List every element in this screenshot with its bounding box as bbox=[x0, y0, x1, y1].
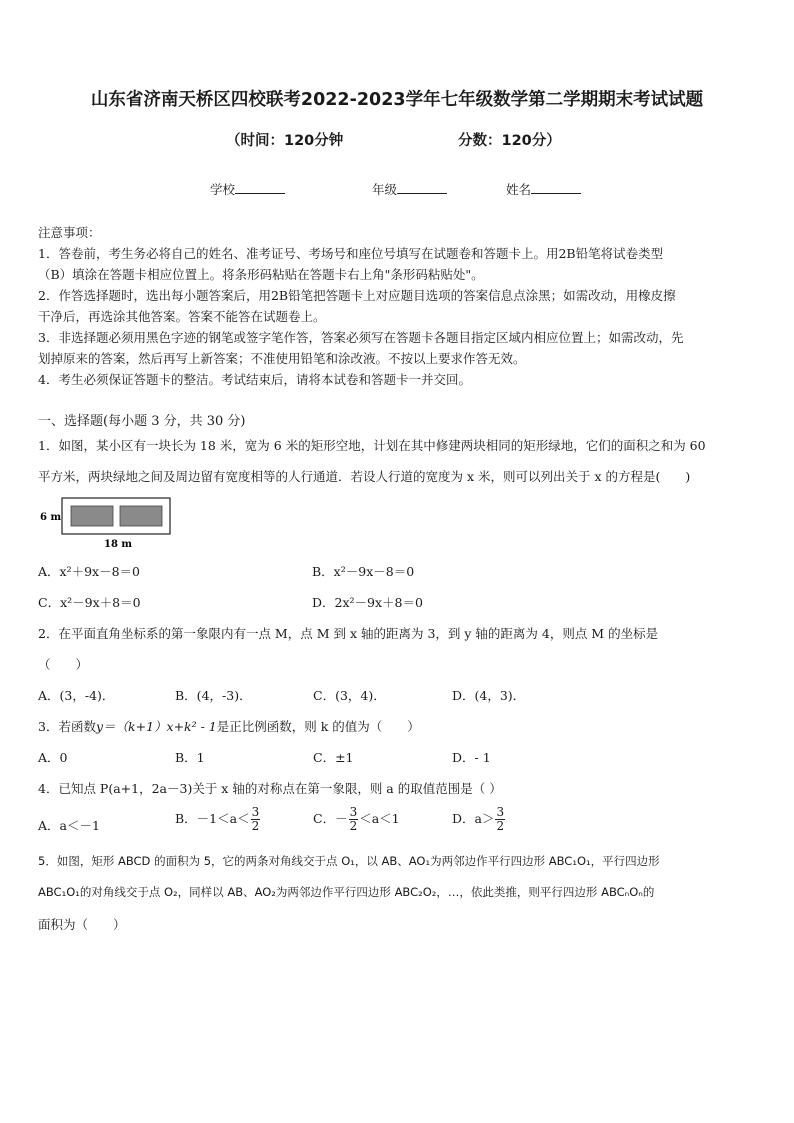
notice-item-2b: 干净后，再选涂其他答案。答案不能答在试题卷上。 bbox=[38, 309, 326, 324]
q2-stem-line1: 2．在平面直角坐标系的第一象限内有一点 M，点 M 到 x 轴的距离为 3，到 y 轴的距离为 4，则点 M 的坐标是 bbox=[38, 626, 659, 641]
q4-option-c-text-end: ＜a＜1 bbox=[359, 811, 400, 826]
notice-item-1a: 1．答卷前，考生务必将自己的姓名、准考证号、考场号和座位号填写在试题卷和答题卡上。用2B铅笔将试卷类型 bbox=[38, 246, 664, 261]
q1-stem-line2: 平方米，两块绿地之间及周边留有宽度相等的人行通道．若设人行道的宽度为 x 米，则可以列出关于 x 的方程是( ) bbox=[38, 469, 691, 484]
name-field bbox=[506, 180, 581, 198]
notice-heading: 注意事项： bbox=[38, 225, 101, 240]
score-label: 分数：120分） bbox=[458, 133, 561, 149]
q4-option-c-text: C．－ bbox=[313, 811, 348, 826]
q2-stem-line2: （ ） bbox=[38, 657, 89, 672]
grade-blank[interactable] bbox=[397, 181, 447, 194]
fraction-denominator: 2 bbox=[496, 819, 505, 833]
q4-option-d-text: D．a＞ bbox=[452, 811, 495, 826]
q5-stem-line1: 5．如图，矩形 ABCD 的面积为 5，它的两条对角线交于点 O₁，以 AB、AO₁为两邻边作平行四边形 ABC₁O₁，平行四边形 bbox=[38, 854, 660, 868]
fraction bbox=[495, 806, 505, 833]
green-plot-right bbox=[120, 506, 162, 526]
q2-option-d[interactable]: D．(4，3)． bbox=[452, 688, 526, 703]
fraction-numerator: 3 bbox=[349, 805, 358, 819]
q3-option-a[interactable]: A．0 bbox=[38, 750, 68, 765]
fraction-numerator: 3 bbox=[496, 805, 505, 819]
width-label: 6 m bbox=[40, 512, 62, 523]
section-heading: 一、选择题(每小题 3 分，共 30 分) bbox=[38, 414, 246, 429]
time-label: （时间：120分钟 bbox=[226, 133, 344, 149]
q4-option-b[interactable] bbox=[175, 806, 261, 833]
notice-item-1b: （B）填涂在答题卡相应位置上。将条形码粘贴在答题卡右上角"条形码粘贴处"。 bbox=[38, 267, 484, 282]
q1-option-b[interactable]: B．x²－9x－8＝0 bbox=[312, 564, 415, 579]
notice-item-3a: 3．非选择题必须用黑色字迹的钢笔或签字笔作答，答案必须写在答题卡各题目指定区域内相应位置上；如需改动，先 bbox=[38, 330, 684, 345]
length-label: 18 m bbox=[104, 539, 132, 550]
school-blank[interactable] bbox=[235, 181, 285, 194]
q2-option-a[interactable]: A．(3，-4)． bbox=[38, 688, 115, 703]
q4-stem: 4．已知点 P(a+1，2a－3)关于 x 轴的对称点在第一象限，则 a 的取值范围是（ ） bbox=[38, 781, 502, 796]
q1-diagram bbox=[38, 496, 178, 556]
green-plot-left bbox=[71, 506, 113, 526]
q3-suffix: 是正比例函数，则 k 的值为（ ） bbox=[216, 719, 420, 734]
fraction-denominator: 2 bbox=[251, 819, 260, 833]
q5-stem-line3: 面积为（ ） bbox=[38, 917, 126, 932]
school-field bbox=[210, 180, 285, 198]
fraction bbox=[251, 806, 261, 833]
q4-option-c[interactable] bbox=[313, 806, 400, 833]
q3-option-c[interactable]: C．±1 bbox=[313, 750, 354, 765]
q2-option-b[interactable]: B．(4，-3)． bbox=[175, 688, 252, 703]
q3-option-d[interactable]: D．- 1 bbox=[452, 750, 491, 765]
q3-stem bbox=[38, 717, 420, 735]
q1-stem-line1: 1．如图，某小区有一块长为 18 米，宽为 6 米的矩形空地，计划在其中修建两块相同的矩形绿地，它们的面积之和为 60 bbox=[38, 438, 706, 453]
q2-option-c[interactable]: C．(3，4)． bbox=[313, 688, 386, 703]
grade-field bbox=[372, 180, 447, 198]
grade-label: 年级 bbox=[372, 182, 398, 197]
fraction bbox=[349, 806, 359, 833]
q4-option-b-text: B．－1＜a＜ bbox=[175, 811, 250, 826]
fraction-numerator: 3 bbox=[251, 805, 260, 819]
q1-option-a[interactable]: A．x²＋9x－8＝0 bbox=[38, 564, 140, 579]
name-label: 姓名 bbox=[506, 182, 532, 197]
notice-item-2a: 2．作答选择题时，选出每小题答案后，用2B铅笔把答题卡上对应题目选项的答案信息点涂黑；如需改动，用橡皮擦 bbox=[38, 288, 676, 303]
q3-expression: y＝（k+1）x+k² - 1 bbox=[95, 719, 217, 734]
notice-item-3b: 划掉原来的答案，然后再写上新答案；不准使用铅笔和涂改液。不按以上要求作答无效。 bbox=[38, 351, 526, 366]
exam-title: 山东省济南天桥区四校联考2022-2023学年七年级数学第二学期期末考试试题 bbox=[90, 90, 704, 110]
name-blank[interactable] bbox=[531, 181, 581, 194]
q4-option-d[interactable] bbox=[452, 806, 506, 833]
fraction-denominator: 2 bbox=[349, 819, 358, 833]
notice-item-4: 4．考生必须保证答题卡的整洁。考试结束后，请将本试卷和答题卡一并交回。 bbox=[38, 372, 471, 387]
q1-option-c[interactable]: C．x²－9x＋8＝0 bbox=[38, 595, 141, 610]
school-label: 学校 bbox=[210, 182, 236, 197]
q3-prefix: 3．若函数 bbox=[38, 719, 96, 734]
q5-stem-line2: ABC₁O₁的对角线交于点 O₂，同样以 AB、AO₂为两邻边作平行四边形 ABC₂O₂，…，依此类推，则平行四边形 ABCₙOₙ的 bbox=[38, 885, 655, 899]
q3-option-b[interactable]: B．1 bbox=[175, 750, 205, 765]
q4-option-a[interactable]: A．a＜－1 bbox=[38, 818, 100, 833]
q1-option-d[interactable]: D．2x²－9x＋8＝0 bbox=[312, 595, 423, 610]
